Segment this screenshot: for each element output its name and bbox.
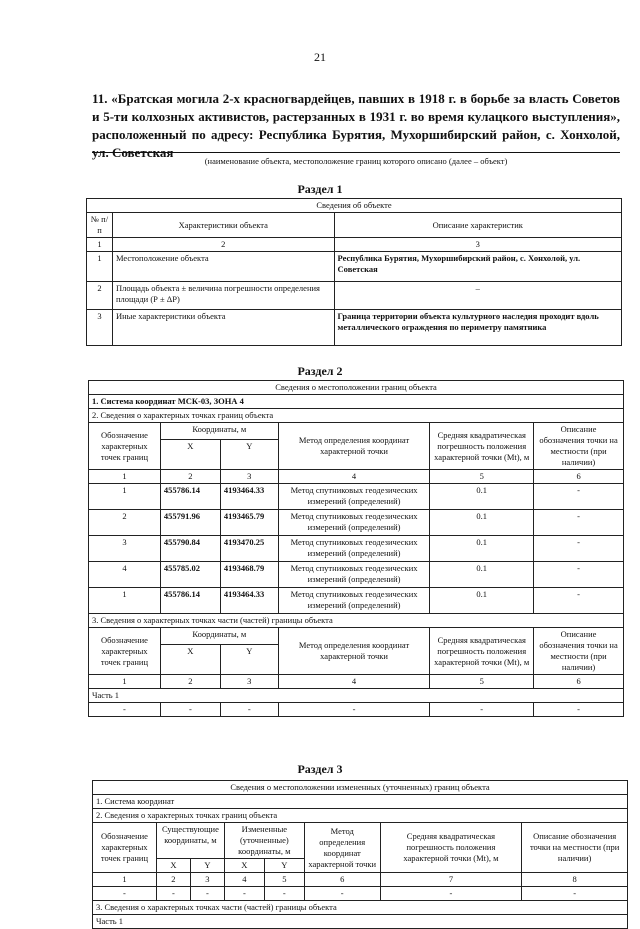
point-y: 4193470.25 <box>220 536 278 562</box>
object-caption: (наименование объекта, местоположение границ которого описано (далее – объект) <box>204 156 508 166</box>
index-cell: 3 <box>220 675 278 689</box>
empty-cell: - <box>156 887 190 901</box>
empty-cell: - <box>264 887 304 901</box>
section1-table-title: Сведения об объекте <box>87 199 622 213</box>
row-characteristic: Местоположение объекта <box>112 252 334 282</box>
empty-cell: - <box>93 887 157 901</box>
table-row <box>89 484 624 510</box>
table-row <box>89 510 624 536</box>
part-label: Часть 1 <box>89 689 624 703</box>
point-description: - <box>534 484 624 510</box>
x-header: X <box>160 440 220 470</box>
empty-cell: - <box>89 703 161 717</box>
row-description: – <box>334 282 621 310</box>
index-cell: 2 <box>156 873 190 887</box>
index-cell: 1 <box>89 470 161 484</box>
point-header: Обозначение характерных точек границ <box>89 628 161 675</box>
existing-coords-header: Существующие координаты, м <box>156 823 224 859</box>
index-cell: 4 <box>224 873 264 887</box>
empty-cell: - <box>224 887 264 901</box>
x-header: X <box>224 859 264 873</box>
page-number: 21 <box>314 50 326 64</box>
y-header: Y <box>264 859 304 873</box>
index-cell: 5 <box>264 873 304 887</box>
point-description: - <box>534 562 624 588</box>
point-method: Метод спутниковых геодезических измерений (определений) <box>278 536 430 562</box>
section2-table <box>88 380 624 717</box>
error-header: Средняя квадратическая погрешность положения характерной точки (Mt), м <box>380 823 522 873</box>
section2-table-title: Сведения о местоположении границ объекта <box>89 381 624 395</box>
point-error: 0.1 <box>430 562 534 588</box>
index-cell: 4 <box>278 470 430 484</box>
index-cell: 1 <box>89 675 161 689</box>
point-id: 2 <box>89 510 161 536</box>
coordinate-system: 1. Система координат <box>93 795 628 809</box>
part-points-subheading: 3. Сведения о характерных точках части (частей) границы объекта <box>89 614 624 628</box>
empty-cell: - <box>220 703 278 717</box>
point-description: - <box>534 510 624 536</box>
section1-table <box>86 198 622 346</box>
empty-cell: - <box>278 703 430 717</box>
x-header: X <box>156 859 190 873</box>
section3-table-title: Сведения о местоположении измененных (уточненных) границ объекта <box>93 781 628 795</box>
point-x: 455785.02 <box>160 562 220 588</box>
section3-heading: Раздел 3 <box>297 762 343 776</box>
table-row <box>89 588 624 614</box>
col-num-header: № п/п <box>87 213 113 238</box>
index-cell: 6 <box>534 470 624 484</box>
index-cell: 2 <box>160 675 220 689</box>
y-header: Y <box>220 645 278 675</box>
y-header: Y <box>190 859 224 873</box>
index-cell: 1 <box>93 873 157 887</box>
index-cell: 3 <box>190 873 224 887</box>
part-points-subheading: 3. Сведения о характерных точках части (частей) границы объекта <box>93 901 628 915</box>
index-cell: 3 <box>220 470 278 484</box>
point-description: - <box>534 588 624 614</box>
empty-cell: - <box>190 887 224 901</box>
x-header: X <box>160 645 220 675</box>
point-id: 1 <box>89 588 161 614</box>
table-row <box>87 310 622 346</box>
point-header: Обозначение характерных точек границ <box>93 823 157 873</box>
point-y: 4193464.33 <box>220 484 278 510</box>
index-cell: 4 <box>278 675 430 689</box>
point-error: 0.1 <box>430 536 534 562</box>
index-cell: 8 <box>522 873 628 887</box>
point-method: Метод спутниковых геодезических измерений (определений) <box>278 588 430 614</box>
row-description: Граница территории объекта культурного наследия проходит вдоль металлического ограждения по периметру памятника <box>334 310 621 346</box>
table-row <box>87 252 622 282</box>
point-x: 455786.14 <box>160 484 220 510</box>
row-characteristic: Иные характеристики объекта <box>112 310 334 346</box>
table-row <box>87 282 622 310</box>
description-header: Описание обозначения точки на местности (при наличии) <box>522 823 628 873</box>
point-error: 0.1 <box>430 588 534 614</box>
table-row <box>89 562 624 588</box>
index-cell: 6 <box>534 675 624 689</box>
method-header: Метод определения координат характерной точки <box>278 628 430 675</box>
empty-cell: - <box>380 887 522 901</box>
point-x: 455786.14 <box>160 588 220 614</box>
row-number: 3 <box>87 310 113 346</box>
method-header: Метод определения координат характерной точки <box>278 423 430 470</box>
index-cell: 5 <box>430 675 534 689</box>
empty-cell: - <box>304 887 380 901</box>
index-cell: 6 <box>304 873 380 887</box>
section1-heading: Раздел 1 <box>297 182 343 196</box>
point-error: 0.1 <box>430 510 534 536</box>
coords-header: Координаты, м <box>160 423 278 440</box>
index-cell: 2 <box>160 470 220 484</box>
empty-cell: - <box>534 703 624 717</box>
section2-heading: Раздел 2 <box>297 364 343 378</box>
point-id: 3 <box>89 536 161 562</box>
point-description: - <box>534 536 624 562</box>
index-cell: 2 <box>112 238 334 252</box>
index-cell: 7 <box>380 873 522 887</box>
row-number: 2 <box>87 282 113 310</box>
point-y: 4193465.79 <box>220 510 278 536</box>
point-header: Обозначение характерных точек границ <box>89 423 161 470</box>
method-header: Метод определения координат характерной точки <box>304 823 380 873</box>
table-row <box>93 887 628 901</box>
coordinate-system: 1. Система координат МСК-03, ЗОНА 4 <box>89 395 624 409</box>
error-header: Средняя квадратическая погрешность положения характерной точки (Mt), м <box>430 628 534 675</box>
point-method: Метод спутниковых геодезических измерений (определений) <box>278 562 430 588</box>
index-cell: 1 <box>87 238 113 252</box>
table-row <box>89 703 624 717</box>
object-title: 11. «Братская могила 2-х красногвардейцев, павших в 1918 г. в борьбе за власть Советов и 5-ти колхозных активистов, растерзанных в 1931 г. во время кулацкого выступления», расположенный по адресу: Республика Бурятия, Мухоршибирский район, с. Хонхолой, ул. Советская <box>92 91 620 160</box>
row-characteristic: Площадь объекта ± величина погрешности определения площади (Р ± ΔР) <box>112 282 334 310</box>
empty-cell: - <box>430 703 534 717</box>
point-x: 455790.84 <box>160 536 220 562</box>
row-number: 1 <box>87 252 113 282</box>
col-char-header: Характеристики объекта <box>112 213 334 238</box>
point-id: 4 <box>89 562 161 588</box>
part-label: Часть 1 <box>93 915 628 929</box>
points-subheading: 2. Сведения о характерных точках границ объекта <box>89 409 624 423</box>
description-header: Описание обозначения точки на местности (при наличии) <box>534 628 624 675</box>
col-desc-header: Описание характеристик <box>334 213 621 238</box>
empty-cell: - <box>522 887 628 901</box>
changed-coords-header: Измененные (уточненные) координаты, м <box>224 823 304 859</box>
y-header: Y <box>220 440 278 470</box>
point-y: 4193468.79 <box>220 562 278 588</box>
points-subheading: 2. Сведения о характерных точках границ объекта <box>93 809 628 823</box>
empty-cell: - <box>160 703 220 717</box>
point-id: 1 <box>89 484 161 510</box>
row-description: Республика Бурятия, Мухоршибирский район, с. Хонхолой, ул. Советская <box>334 252 621 282</box>
point-y: 4193464.33 <box>220 588 278 614</box>
index-cell: 5 <box>430 470 534 484</box>
table-row <box>89 536 624 562</box>
point-method: Метод спутниковых геодезических измерений (определений) <box>278 510 430 536</box>
section3-table <box>92 780 628 929</box>
error-header: Средняя квадратическая погрешность положения характерной точки (Mt), м <box>430 423 534 470</box>
coords-header: Координаты, м <box>160 628 278 645</box>
point-error: 0.1 <box>430 484 534 510</box>
index-cell: 3 <box>334 238 621 252</box>
point-method: Метод спутниковых геодезических измерений (определений) <box>278 484 430 510</box>
title-underline <box>92 152 620 153</box>
point-x: 455791.96 <box>160 510 220 536</box>
description-header: Описание обозначения точки на местности (при наличии) <box>534 423 624 470</box>
